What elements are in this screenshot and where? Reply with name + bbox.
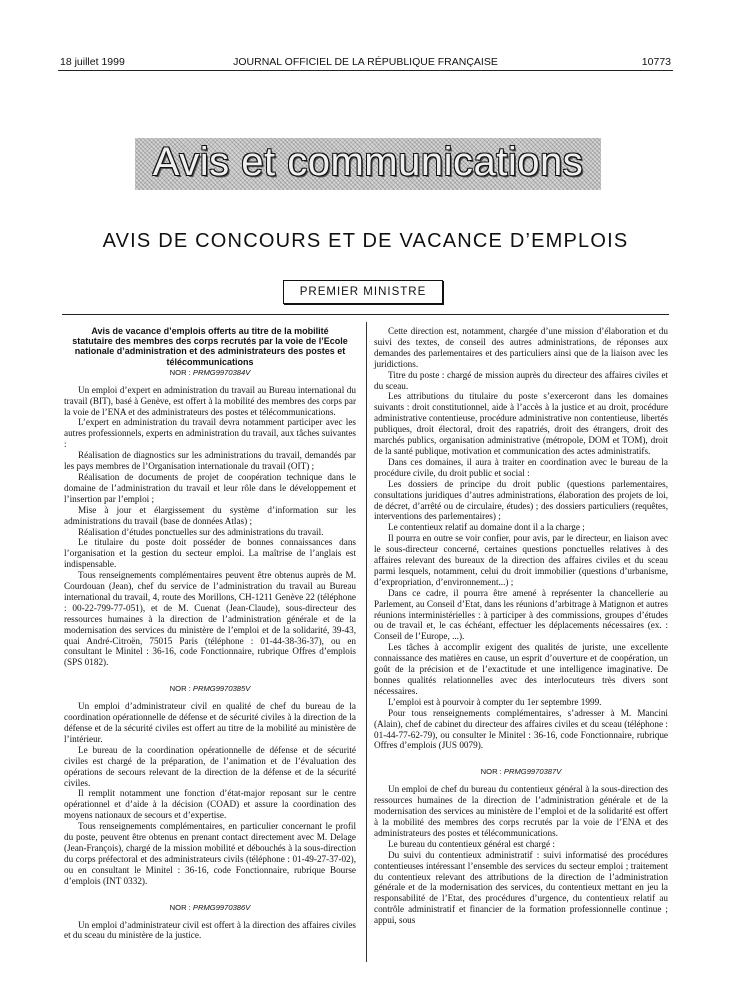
paragraph: Tous renseignements complémentaires, en particulier concernant le profil du poste, peuvent être obtenus en prenant contact directement avec M. Delage (Jean-François), chargé de la mission mobilité et débouchés à la sous-direction du corps préfectoral et des administrateurs civils (téléphone : 01-49-27-37-02), ou en consultant le Minitel : 36-16, code Fonctionnaire, rubrique Bourse d’emplois (INT 0332). [64, 821, 356, 886]
paragraph: Le contentieux relatif au domaine dont il a la charge ; [388, 522, 585, 533]
page-header [60, 56, 671, 70]
nor-code: PRMG9970387V [503, 767, 562, 777]
section-title: AVIS DE CONCOURS ET DE VACANCE D’EMPLOIS [102, 230, 629, 252]
paragraph: Le titulaire du poste doit posséder de bonnes connaissances dans l’organisation et la gestion du secteur emploi. La maîtrise de l’anglais est indispensable. [64, 537, 356, 570]
left-column [64, 326, 356, 941]
nor-code: PRMG9970386V [192, 902, 251, 912]
notice-body-1 [64, 385, 356, 669]
notice-body-3-continued [374, 326, 668, 751]
paragraph: Pour tous renseignements complémentaires, s’adresser à M. Mancini (Alain), chef de cabinet du directeur des affaires civiles et du sceau (téléphone : 01-44-77-62-79), ou consulter le Minitel : 36-16, code Fonctionnaire, rubrique Offres d’emplois (JUS 0079). [374, 707, 668, 751]
paragraph: Un emploi d’administrateur civil en qualité de chef du bureau de la coordination opérationnelle de défense et de sécurité civiles à la direction de la défense et de la sécurité civiles est offert au titre de la mobilité au ministère de l’intérieur. [64, 701, 356, 744]
paragraph: Mise à jour et élargissement du système d’information sur les administrations du travail (base de données Atlas) ; [64, 504, 356, 526]
paragraph: Les tâches à accomplir exigent des qualités de juriste, une excellente connaissance des matières en cause, un esprit d’ouverture et de coopération, un goût de la précision et de l’exactitude et une intelligence imaginative. De bonnes qualités relationnelles avec des interlocuteurs très divers sont nécessaires. [374, 642, 668, 696]
paragraph: Réalisation de diagnostics sur les administrations du travail, demandés par les pays membres de l’Organisation internationale du travail (OIT) ; [64, 450, 356, 472]
paragraph: L’expert en administration du travail devra notamment participer avec les autres professionnels, experts en administration du travail, aux tâches suivantes : [64, 417, 356, 450]
section-rule [62, 314, 669, 315]
journal-title: JOURNAL OFFICIEL DE LA RÉPUBLIQUE FRANÇAISE [233, 56, 498, 68]
nor-reference [374, 767, 668, 778]
paragraph: Un emploi d’expert en administration du travail au Bureau international du travail (BIT), basé à Genève, est offert à la mobilité des membres des corps par la voie de l’ENA et des administrateurs des postes et télécommunications. [64, 384, 356, 417]
paragraph: Un emploi d’administrateur civil est offert à la direction des affaires civiles et du sceau du ministère de la justice. [64, 919, 356, 941]
paragraph: Il remplit notamment une fonction d’état-major reposant sur le centre opérationnel et d’aide à la décision (COAD) et assure la coordination des moyens nationaux de secours et d’expertise. [64, 788, 356, 821]
paragraph: Tous renseignements complémentaires peuvent être obtenus auprès de M. Courdouan (Jean), chef du service de l’administration du travail au Bureau international du travail, 4, route des Morillons, CH-1211 Genève 22 (téléphone : 00-22-799-77-051), et de M. Cuenat (Jean-Claude), sous-directeur des ressources humaines à la direction de l’administration générale et de la modernisation des services du ministère de l’emploi et de la solidarité, 39-43, quai André-Citroën, 75015 Paris (téléphone : 01-44-38-36-37), ou en consultant le Minitel : 36-16, code Fonctionnaire, rubrique Offres d’emplois (SPS 0182). [64, 570, 356, 668]
paragraph: Titre du poste : chargé de mission auprès du directeur des affaires civiles et du sceau. [374, 369, 668, 391]
nor-code: PRMG9970385V [192, 684, 251, 694]
issue-date: 18 juillet 1999 [60, 56, 125, 68]
notice-title: Avis de vacance d’emplois offerts au titre de la mobilité statutaire des membres des corps recrutés par la voie de l’Ecole nationale d’administration et des administrateurs des postes et télécommunications [72, 326, 348, 367]
banner-title: Avis et communications [152, 140, 584, 184]
paragraph: Les dossiers de principe du droit public (questions parlementaires, consultations juridiques d’autres administrations, élaboration des projets de loi, de décret, d’arrêté ou de circulaire, études) ; des dossiers particuliers (requêtes, interventions des parlementaires) ; [374, 478, 668, 522]
right-column [374, 326, 668, 926]
column-divider [366, 322, 367, 962]
nor-label: NOR : [480, 767, 502, 777]
nor-reference [64, 684, 356, 695]
section-banner [135, 138, 601, 190]
nor-label: NOR : [169, 684, 191, 694]
nor-reference [64, 368, 356, 379]
notice-body-3 [64, 920, 356, 942]
paragraph: Réalisation de documents de projet de coopération technique dans le domaine de l’administration du travail et leur rôle dans le développement et l’insertion par l’emploi ; [64, 471, 356, 504]
paragraph: Le bureau du contentieux général est chargé : [388, 838, 555, 849]
paragraph: Cette direction est, notamment, chargée d’une mission d’élaboration et du suivi des textes, de conseil des autres administrations, de réponses aux demandes des parlementaires et des particuliers ainsi que de la liaison avec les juridictions. [374, 326, 668, 369]
paragraph: Il pourra en outre se voir confier, pour avis, par le directeur, en liaison avec le sous-directeur concerné, certaines questions ponctuelles relatives à des affaires relevant des bureaux de la direction des affaires civiles et du sceau parmi lesquels, notamment, celui du droit immobilier (questions d’urbanisme, d’expropriation, d’environnement...) ; [374, 533, 668, 587]
paragraph: Du suivi du contentieux administratif : suivi informatisé des procédures contentieuses intéressant l’ensemble des services du secteur emploi ; traitement du contentieux relevant des attributions de la direction de l’administration générale et de la modernisation des services, du contentieux mettant en jeu la responsabilité de l’Etat, des procédures d’urgence, du contentieux relatif au contrôle administratif et financier de la formation professionnelle continue ; appui, sous [374, 849, 668, 926]
paragraph: Dans ces domaines, il aura à traiter en coordination avec le bureau de la procédure civile, du droit public et social : [374, 456, 668, 478]
page-number: 10773 [641, 56, 671, 68]
paragraph: Les attributions du titulaire du poste s’exerceront dans les domaines suivants : droit constitutionnel, aide à l’accès à la justice et au droit, procédure administrative contentieuse, procédure administrative non contentieuse, libertés publiques, droit électoral, droit des rapatriés, droit des étrangers, droit des marchés publics, organisation administrative (métropole, DOM et TOM), droit de la santé publique, motivation et communication des actes administratifs. [374, 391, 668, 456]
nor-label: NOR : [169, 902, 191, 912]
paragraph: Un emploi de chef du bureau du contentieux général à la sous-direction des ressources humaines de la direction de l’administration générale et de la modernisation des services au ministère de l’emploi et de la solidarité est offert à la mobilité des membres des corps recrutés par la voie de l’ENA et des administrateurs des postes et télécommunications. [374, 784, 668, 838]
paragraph: Dans ce cadre, il pourra être amené à représenter la chancellerie au Parlement, au Conseil d’Etat, dans les réunions d’arbitrage à Matignon et autres réunions interministérielles : à participer à des commissions, groupes d’études ou de travail et, le cas échéant, effectuer les déplacements nécessaires (ex. : Conseil de l’Europe, ...). [374, 587, 668, 642]
nor-label: NOR : [169, 367, 191, 377]
paragraph: L’emploi est à pourvoir à compter du 1er septembre 1999. [388, 696, 602, 707]
nor-reference [64, 903, 356, 914]
paragraph: Le bureau de la coordination opérationnelle de défense et de sécurité civiles est chargé de la préparation, de l’animation et de l’évaluation des opérations de secours relevant de la direction de la défense et de la sécurité civiles. [64, 744, 356, 788]
notice-body-2 [64, 701, 356, 886]
notice-body-4 [374, 784, 668, 926]
nor-code: PRMG9970384V [192, 367, 251, 377]
ministry-heading: PREMIER MINISTRE [283, 280, 443, 304]
paragraph: Réalisation d’études ponctuelles sur des administrations du travail. [78, 526, 324, 537]
header-rule [58, 70, 673, 71]
